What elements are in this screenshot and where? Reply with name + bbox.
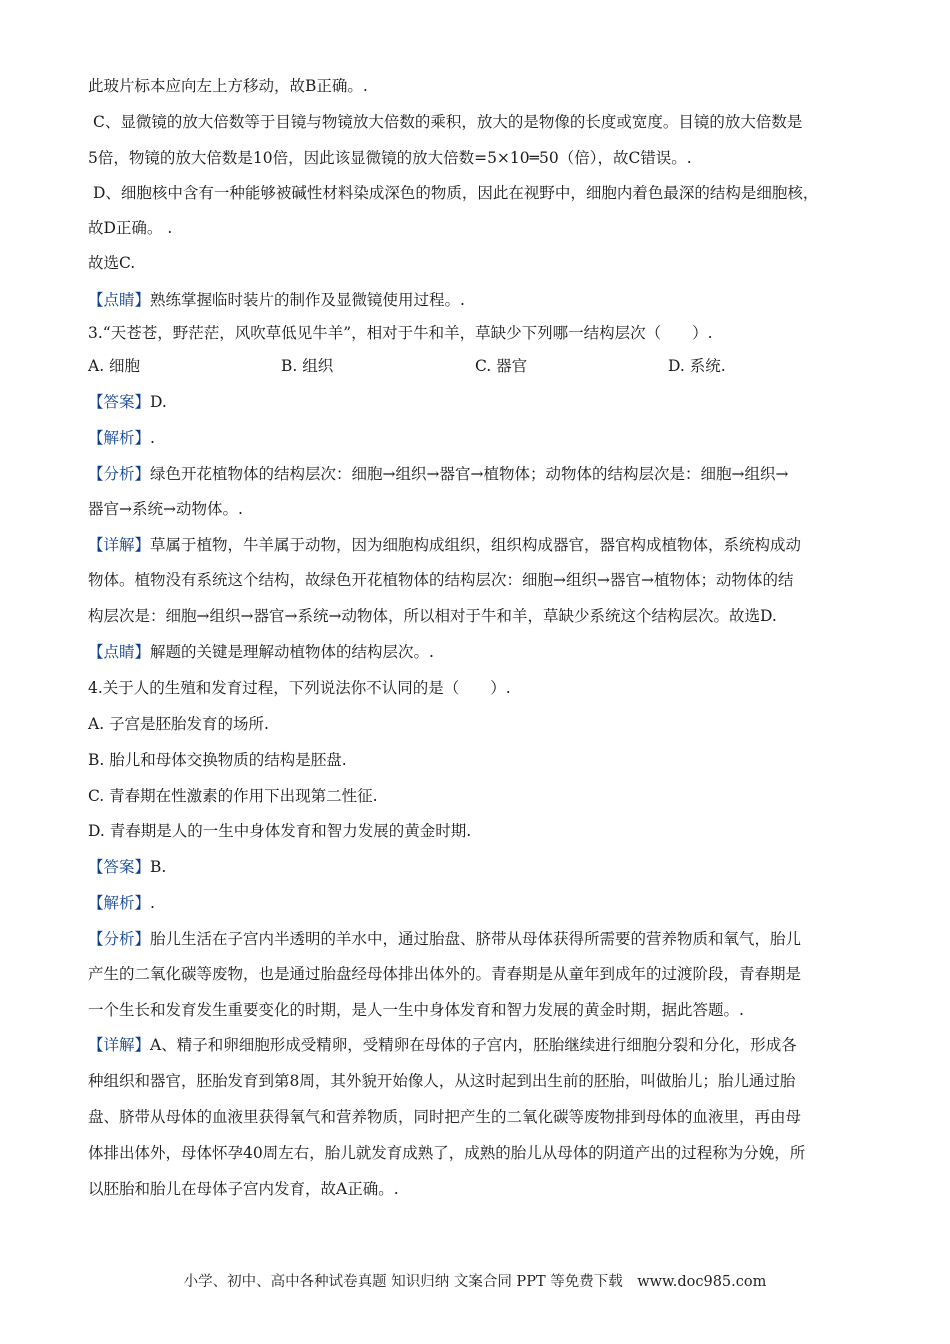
text-line [88,1143,868,1163]
page-footer: 小学、初中、高中各种试卷真题 知识归纳 文案合同 PPT 等免费下载 www.doc985.com [183,1274,767,1290]
line-text: 种组织和器官，胚胎发育到第8周，其外貌开始像人，从这时起到出生前的胚胎，叫做胎儿；胎儿通过胎 [88,1072,796,1090]
option-b: B. 组织 [281,357,334,375]
text-line [88,428,868,448]
option-a: A. 细胞 [88,357,141,375]
section-tag: 【答案】 [88,393,151,411]
text-line [88,821,868,841]
section-tag: 【答案】 [88,858,151,876]
line-text: . [150,894,155,912]
text-line [88,499,868,519]
line-text: 故选C. [88,254,136,272]
text-line [88,786,868,806]
text-line [88,253,868,273]
text-line [88,535,868,555]
section-tag: 【分析】 [88,930,151,948]
line-text: 熟练掌握临时装片的制作及显微镜使用过程。. [150,291,465,309]
text-line [88,964,868,984]
line-text: 5倍，物镜的放大倍数是10倍，因此该显微镜的放大倍数=5×10═50（倍），故C错误。. [88,149,692,167]
line-text: 一个生长和发育发生重要变化的时期，是人一生中身体发育和智力发展的黄金时期，据此答题。. [88,1001,744,1019]
text-line [88,1000,868,1020]
line-text: D、细胞核中含有一种能够被碱性材料染成深色的物质，因此在视野中，细胞内着色最深的结构是细胞核， [93,184,819,202]
section-tag: 【点睛】 [88,291,151,309]
line-text: D. [150,393,167,411]
option-c: C. 器官 [475,357,528,375]
line-text: 解题的关键是理解动植物体的结构层次。. [150,643,434,661]
text-line [88,290,868,310]
line-text: . [150,429,155,447]
option-d: D. 系统. [668,357,726,375]
text-line [88,1035,868,1055]
text-line [88,606,868,626]
text-line [88,1071,868,1091]
line-text: 盘、脐带从母体的血液里获得氧气和营养物质，同时把产生的二氧化碳等废物排到母体的血液里，再由母 [88,1108,802,1126]
section-tag: 【解析】 [88,894,151,912]
text-line [88,714,868,734]
text-line [88,678,868,698]
text-line [88,464,868,484]
section-tag: 【解析】 [88,429,151,447]
line-text: 体排出体外，母体怀孕40周左右，胎儿就发育成熟了，成熟的胎儿从母体的阴道产出的过程称为分娩，所 [88,1144,806,1162]
line-text: 构层次是：细胞→组织→器官→系统→动物体，所以相对于牛和羊，草缺少系统这个结构层次。故选D. [88,607,777,625]
text-line [88,323,868,343]
section-tag: 【详解】 [88,1036,151,1054]
text-line [88,929,868,949]
section-tag: 【详解】 [88,536,151,554]
line-text: D. 青春期是人的一生中身体发育和智力发展的黄金时期. [88,822,472,840]
text-line [88,1107,868,1127]
line-text: 以胚胎和胎儿在母体子宫内发育，故A正确。. [88,1180,399,1198]
line-text: A. 子宫是胚胎发育的场所. [88,715,269,733]
line-text: C. 青春期在性激素的作用下出现第二性征. [88,787,378,805]
line-text: 此玻片标本应向左上方移动，故B正确。. [88,77,368,95]
line-text: 物体。植物没有系统这个结构，故绿色开花植物体的结构层次：细胞→组织→器官→植物体；动物体的结 [88,571,794,589]
line-text: 器官→系统→动物体。. [88,500,243,518]
line-text: B. [150,858,167,876]
text-line [88,1179,868,1199]
text-line [93,112,873,132]
line-text: 草属于植物，牛羊属于动物，因为细胞构成组织，组织构成器官，器官构成植物体，系统构成动 [150,536,802,554]
text-line [93,183,873,203]
text-line [88,750,868,770]
text-line [88,570,868,590]
section-tag: 【点睛】 [88,643,151,661]
text-line [88,148,868,168]
line-text: 绿色开花植物体的结构层次：细胞→组织→器官→植物体；动物体的结构层次是：细胞→组织→ [150,465,789,483]
text-line [88,857,868,877]
text-line [88,893,868,913]
text-line [88,76,868,96]
section-tag: 【分析】 [88,465,151,483]
text-line [88,642,868,662]
line-text: 胎儿生活在子宫内半透明的羊水中，通过胎盘、脐带从母体获得所需要的营养物质和氧气，胎儿 [150,930,802,948]
text-line [88,392,868,412]
line-text: 产生的二氧化碳等废物，也是通过胎盘经母体排出体外的。青春期是从童年到成年的过渡阶段，青春期是 [88,965,802,983]
line-text: 3.“天苍苍，野茫茫，风吹草低见牛羊”，相对于牛和羊，草缺少下列哪一结构层次（ ）. [88,324,713,342]
line-text: 故D正确。 . [88,219,173,237]
line-text: A、精子和卵细胞形成受精卵，受精卵在母体的子宫内，胚胎继续进行细胞分裂和分化，形成各 [150,1036,797,1054]
line-text: C、显微镜的放大倍数等于目镜与物镜放大倍数的乘积，放大的是物像的长度或宽度。目镜的放大倍数是 [93,113,803,131]
text-line [88,218,868,238]
line-text: B. 胎儿和母体交换物质的结构是胚盘. [88,751,347,769]
line-text: 4.关于人的生殖和发育过程，下列说法你不认同的是（ ）. [88,679,511,697]
